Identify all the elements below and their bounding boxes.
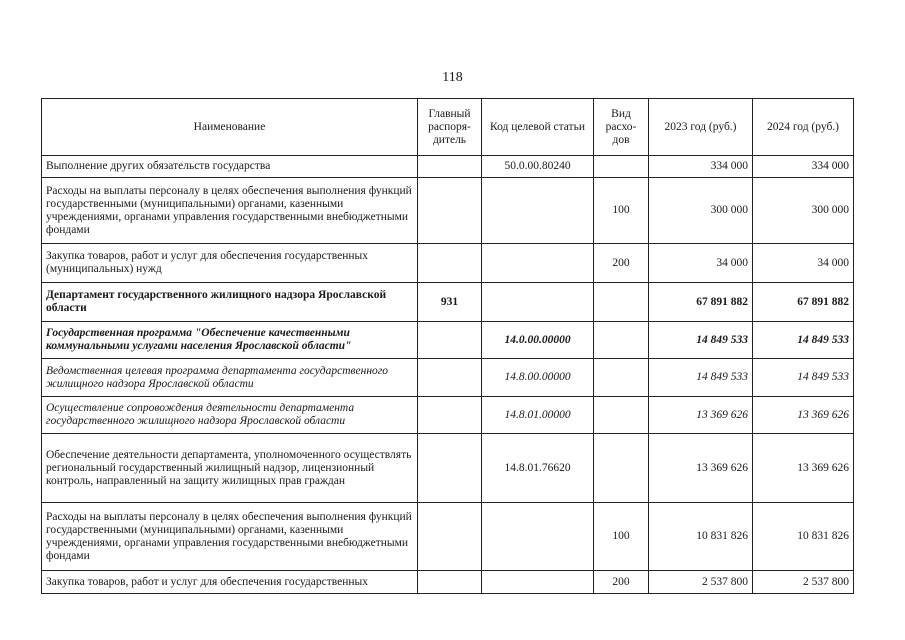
- table-row: [42, 503, 854, 571]
- row-2023: 13 369 626: [649, 397, 753, 434]
- row-code: 14.8.00.00000: [482, 359, 594, 397]
- row-2023: 10 831 826: [649, 503, 753, 571]
- header-2024: 2024 год (руб.): [753, 99, 854, 156]
- row-name: Выполнение других обязательств государства: [42, 156, 418, 178]
- table-row: [42, 283, 854, 322]
- row-code: 14.8.01.76620: [482, 434, 594, 503]
- row-name: Государственная программа "Обеспечение качественными коммунальными услугами населения Ярославской области": [42, 322, 418, 359]
- row-name: Расходы на выплаты персоналу в целях обеспечения выполнения функций государственными (муниципальными) органами, казенными учреждениями, органами управления государственными внебюджетными фондами: [42, 178, 418, 244]
- row-kind: [594, 434, 649, 503]
- row-name: Обеспечение деятельности департамента, уполномоченного осуществлять региональный государственный жилищный надзор, лицензионный контроль, направленный на защиту жилищных прав граждан: [42, 434, 418, 503]
- row-2024: 67 891 882: [753, 283, 854, 322]
- row-kind: 100: [594, 503, 649, 571]
- table-row: [42, 322, 854, 359]
- row-kind: [594, 322, 649, 359]
- row-kind: [594, 359, 649, 397]
- row-2023: 34 000: [649, 244, 753, 283]
- row-name: Департамент государственного жилищного надзора Ярославской области: [42, 283, 418, 322]
- row-2023: 300 000: [649, 178, 753, 244]
- row-2023: 334 000: [649, 156, 753, 178]
- header-code: Код целевой статьи: [482, 99, 594, 156]
- row-code: 14.8.01.00000: [482, 397, 594, 434]
- page-number: 118: [442, 70, 463, 85]
- row-2023: 13 369 626: [649, 434, 753, 503]
- table-row: [42, 434, 854, 503]
- row-kind: 200: [594, 244, 649, 283]
- table-row: [42, 571, 854, 594]
- table-row: [42, 178, 854, 244]
- header-admin: Главный распоря-дитель: [418, 99, 482, 156]
- row-admin: [418, 571, 482, 594]
- row-2023: 2 537 800: [649, 571, 753, 594]
- row-admin: [418, 359, 482, 397]
- row-code: [482, 571, 594, 594]
- row-code: [482, 178, 594, 244]
- table-row: [42, 397, 854, 434]
- row-admin: [418, 503, 482, 571]
- row-2024: 334 000: [753, 156, 854, 178]
- row-admin: 931: [418, 283, 482, 322]
- row-2023: 14 849 533: [649, 359, 753, 397]
- row-2024: 300 000: [753, 178, 854, 244]
- row-kind: 200: [594, 571, 649, 594]
- table-row: [42, 156, 854, 178]
- row-2024: 10 831 826: [753, 503, 854, 571]
- row-admin: [418, 178, 482, 244]
- row-code: [482, 283, 594, 322]
- row-2023: 14 849 533: [649, 322, 753, 359]
- row-kind: [594, 156, 649, 178]
- row-kind: [594, 397, 649, 434]
- row-kind: [594, 283, 649, 322]
- row-code: [482, 244, 594, 283]
- header-kind: Вид расхо-дов: [594, 99, 649, 156]
- row-code: 14.0.00.00000: [482, 322, 594, 359]
- row-2024: 2 537 800: [753, 571, 854, 594]
- row-code: 50.0.00.80240: [482, 156, 594, 178]
- table-row: [42, 359, 854, 397]
- row-admin: [418, 434, 482, 503]
- row-2024: 34 000: [753, 244, 854, 283]
- row-admin: [418, 244, 482, 283]
- table-row: [42, 244, 854, 283]
- row-2023: 67 891 882: [649, 283, 753, 322]
- header-2023: 2023 год (руб.): [649, 99, 753, 156]
- row-kind: 100: [594, 178, 649, 244]
- row-name: Закупка товаров, работ и услуг для обеспечения государственных: [42, 571, 418, 594]
- row-2024: 13 369 626: [753, 434, 854, 503]
- row-name: Осуществление сопровождения деятельности департамента государственного жилищного надзора Ярославской области: [42, 397, 418, 434]
- row-2024: 14 849 533: [753, 359, 854, 397]
- row-2024: 14 849 533: [753, 322, 854, 359]
- row-name: Расходы на выплаты персоналу в целях обеспечения выполнения функций государственными (муниципальными) органами, казенными учреждениями, органами управления государственными внебюджетными фондами: [42, 503, 418, 571]
- row-admin: [418, 322, 482, 359]
- budget-table: [41, 98, 854, 594]
- row-admin: [418, 397, 482, 434]
- row-admin: [418, 156, 482, 178]
- row-2024: 13 369 626: [753, 397, 854, 434]
- table-header-row: [42, 99, 854, 156]
- header-name: Наименование: [42, 99, 418, 156]
- row-name: Ведомственная целевая программа департамента государственного жилищного надзора Ярославской области: [42, 359, 418, 397]
- row-code: [482, 503, 594, 571]
- row-name: Закупка товаров, работ и услуг для обеспечения государственных (муниципальных) нужд: [42, 244, 418, 283]
